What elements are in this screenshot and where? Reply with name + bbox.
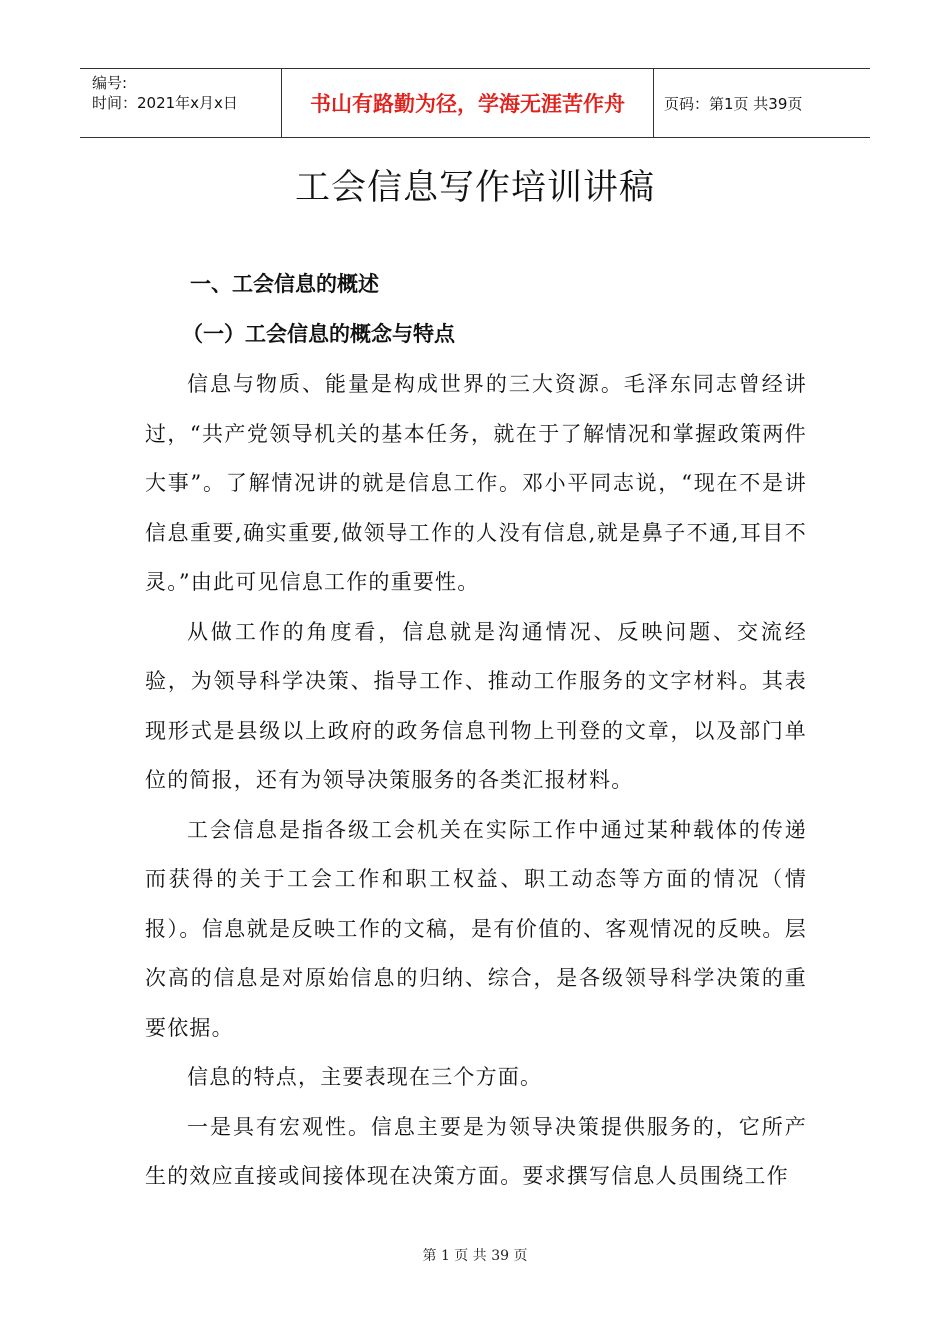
subsection-heading: （一）工会信息的概念与特点 [182,322,455,346]
paragraph: 信息的特点，主要表现在三个方面。 [187,1065,543,1089]
paragraph: 工会信息是指各级工会机关在实际工作中通过某种载体的传递而获得的关于工会工作和职工权益、职工动态等方面的情况（情报）。信息就是反映工作的文稿，是有价值的、客观情况的反映。层次高的信息是对原始信息的归纳、综合，是各级领导科学决策的重要依据。 [145,817,807,1040]
header-meta [80,69,282,137]
header-page-info: 页码：第1页 共39页 [664,94,803,113]
paragraph: 一是具有宏观性。信息主要是为领导决策提供服务的，它所产生的效应直接或间接体现在决策方面。要求撰写信息人员围绕工作 [145,1114,807,1188]
paragraph: 从做工作的角度看，信息就是沟通情况、反映问题、交流经验，为领导科学决策、指导工作、推动工作服务的文字材料。其表现形式是县级以上政府的政务信息刊物上刊登的文章，以及部门单位的简报，还有为领导决策服务的各类汇报材料。 [145,619,807,792]
header-motto: 书山有路勤为径，学海无涯苦作舟 [282,69,654,137]
page-header [80,68,870,138]
paragraph: 信息与物质、能量是构成世界的三大资源。毛泽东同志曾经讲过，“共产党领导机关的基本任务，就在于了解情况和掌握政策两件大事”。了解情况讲的就是信息工作。邓小平同志说，“现在不是讲信息重要,确实重要,做领导工作的人没有信息,就是鼻子不通,耳目不灵。”由此可见信息工作的重要性。 [145,372,807,594]
document-body [145,360,807,1202]
section-heading: 一、工会信息的概述 [190,272,379,296]
time-label: 时间：2021年x月x日 [92,94,238,112]
number-label: 编号: [92,74,128,92]
document-title: 工会信息写作培训讲稿 [294,168,655,208]
page-footer: 第 1 页 共 39 页 [422,1248,528,1264]
